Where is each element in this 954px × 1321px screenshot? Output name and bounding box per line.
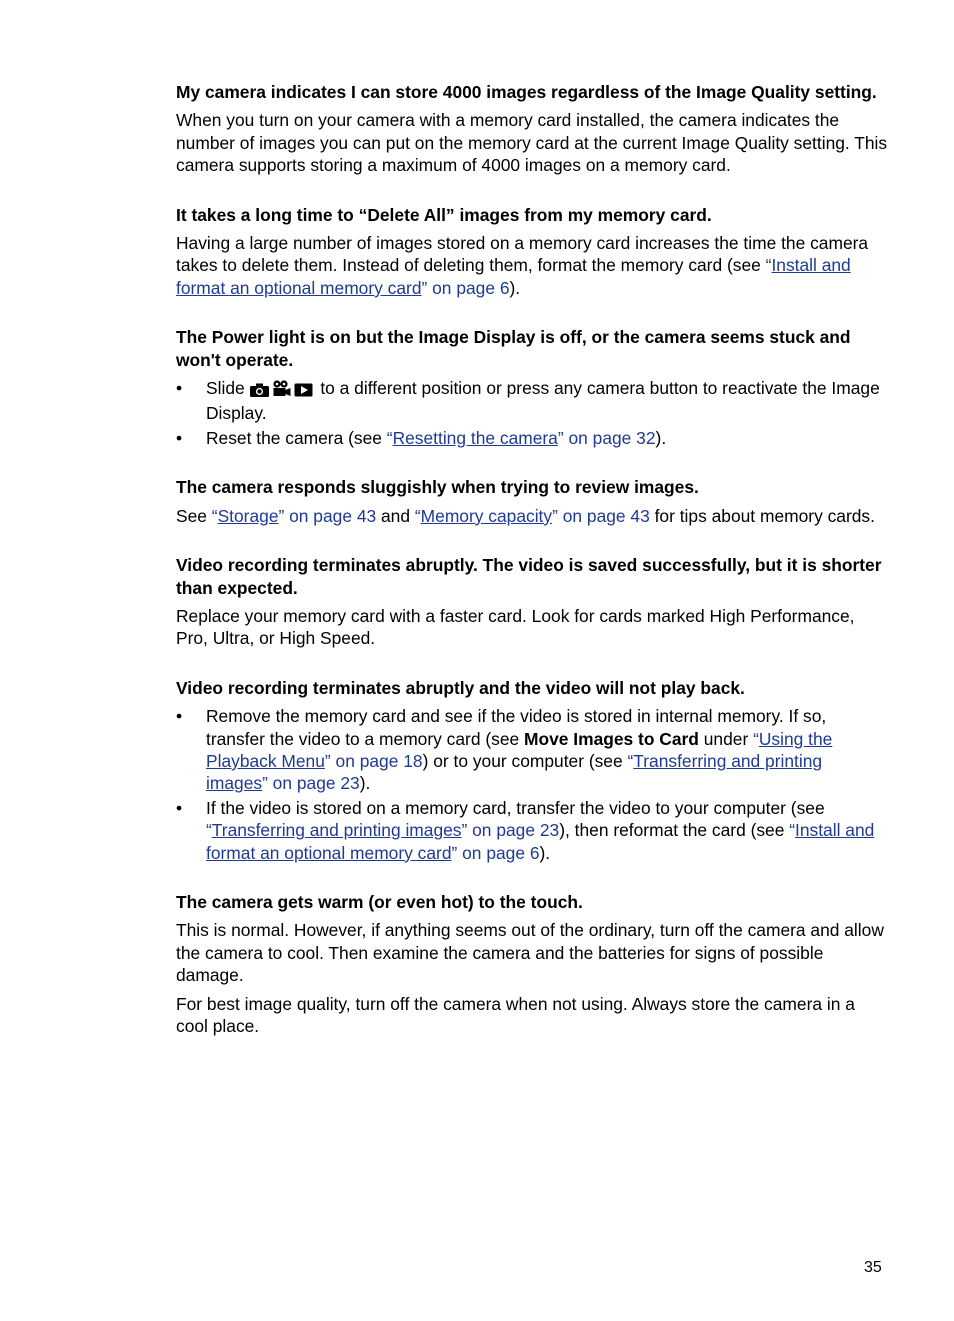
section-heading: The camera responds sluggishly when trying to review images. <box>176 477 699 498</box>
playback-menu-link[interactable]: “Using the Playback Menu” on page 18 <box>206 728 833 771</box>
section-heading: The camera gets warm (or even hot) to the touch. <box>176 891 583 912</box>
page-number: 35 <box>864 1259 882 1276</box>
section-body: For best image quality, turn off the camera when not using. Always store the camera in a cool place. <box>176 993 855 1036</box>
page-content <box>176 81 888 1064</box>
section-power-light <box>176 326 888 449</box>
storage-link[interactable]: “Storage” on page 43 <box>211 505 377 526</box>
section-delete-all <box>176 204 888 300</box>
video-camera-icon <box>272 380 291 402</box>
section-heading: Video recording terminates abruptly and the video will not play back. <box>176 677 745 698</box>
bullet-list <box>176 705 888 864</box>
section-heading: It takes a long time to “Delete All” images from my memory card. <box>176 204 712 225</box>
section-heading: The Power light is on but the Image Display is off, or the camera seems stuck and won't operate. <box>176 327 851 370</box>
memory-capacity-link[interactable]: “Memory capacity” on page 43 <box>414 505 650 526</box>
list-item: • Reset the camera (see “Resetting the camera” on page 32). <box>176 427 888 449</box>
section-sluggish <box>176 476 888 527</box>
section-video-short <box>176 554 888 650</box>
install-format-link[interactable]: “Install and format an optional memory card” on page 6 <box>176 255 851 298</box>
bullet-list <box>176 377 888 449</box>
section-body: This is normal. However, if anything seems out of the ordinary, turn off the camera and allow the camera to cool. Then examine the camera and the batteries for signs of possible damage. <box>176 920 884 986</box>
list-item: • Slide to a different position or press any camera button to reactivate the Image Display. <box>176 377 888 425</box>
transferring-printing-link[interactable]: “Transferring and printing images” on page 23 <box>206 750 823 794</box>
section-heading: My camera indicates I can store 4000 images regardless of the Image Quality setting. <box>176 82 877 102</box>
list-item: • Remove the memory card and see if the video is stored in internal memory. If so, transfer the video to a memory card (see Move Images to Card under “Using the Playback Menu” on page 18) or to your computer (see “Transferring and printing images” on page 23). <box>176 705 888 795</box>
resetting-camera-link[interactable]: “Resetting the camera” on page 32 <box>386 427 656 448</box>
section-heading: Video recording terminates abruptly. The video is saved successfully, but it is shorter than expected. <box>176 555 882 598</box>
playback-icon <box>294 380 313 402</box>
section-body: When you turn on your camera with a memory card installed, the camera indicates the number of images you can put on the memory card at the current Image Quality setting. This camera supports storing a maximum of 4000 images on a memory card. <box>176 110 888 176</box>
transferring-printing-link[interactable]: “Transferring and printing images” on page 23 <box>206 820 560 841</box>
section-body: Replace your memory card with a faster card. Look for cards marked High Performance, Pro, Ultra, or High Speed. <box>176 605 855 649</box>
list-item: • If the video is stored on a memory card, transfer the video to your computer (see “Transferring and printing images” on page 23), then reformat the card (see “Install and format an optional memory card” on page 6). <box>176 797 888 864</box>
section-image-count <box>176 81 888 177</box>
section-camera-warm <box>176 891 888 1037</box>
install-format-link[interactable]: “Install and format an optional memory card” on page 6 <box>206 820 875 863</box>
section-video-no-playback <box>176 677 888 864</box>
section-body: Having a large number of images stored on a memory card increases the time the camera takes to delete them. Instead of deleting them, format the memory card (see “Install and format an optional memory card” on page 6). <box>176 233 869 298</box>
camera-icon <box>250 380 269 402</box>
section-body: See “Storage” on page 43 and “Memory capacity” on page 43 for tips about memory cards. <box>176 505 875 526</box>
